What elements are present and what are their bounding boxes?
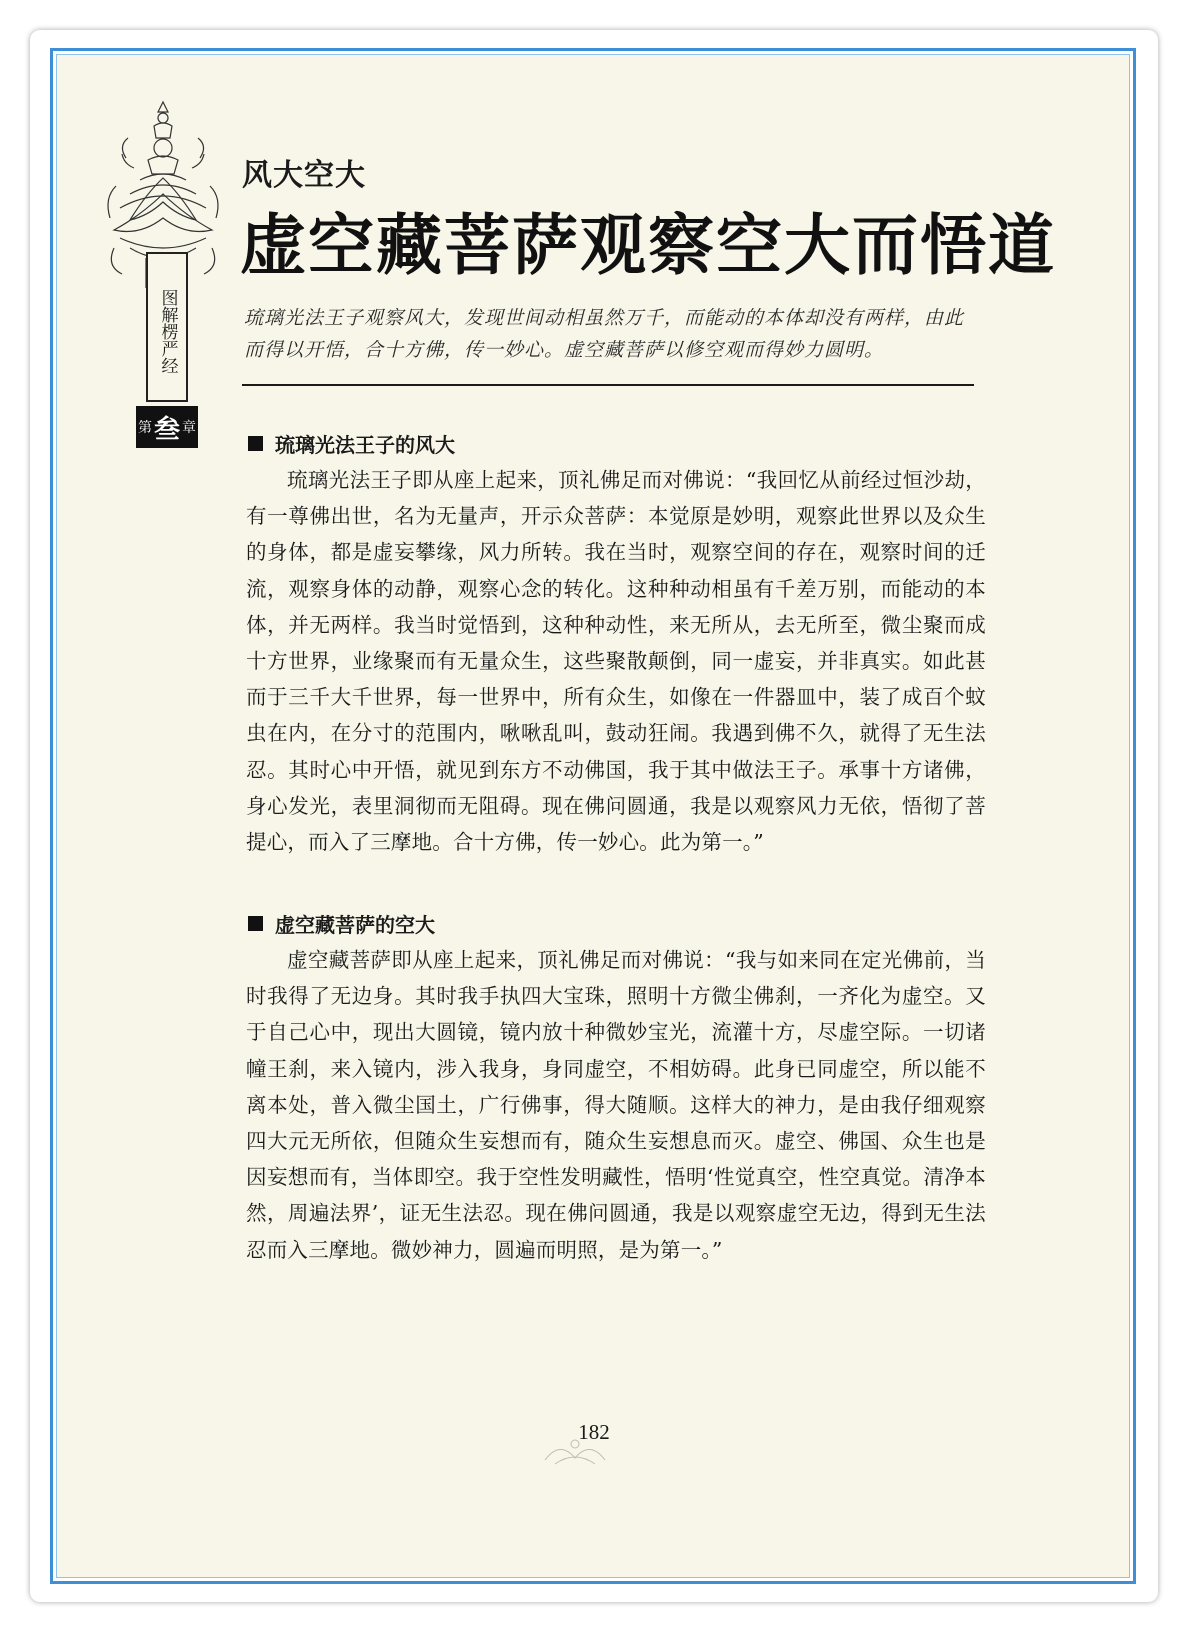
chapter-number: 叁 <box>153 414 180 445</box>
square-bullet-icon <box>248 436 263 451</box>
page-number: 182 <box>578 1420 610 1444</box>
book-title: 图解楞严经 <box>157 288 178 374</box>
book-title-box <box>146 252 188 402</box>
section-wind <box>246 428 986 860</box>
page-title: 虚空藏菩萨观察空大而悟道 <box>240 206 1056 284</box>
page-subtitle: 风大空大 <box>242 158 366 193</box>
section-heading <box>246 908 986 938</box>
chapter-badge <box>136 406 198 448</box>
header-divider <box>242 384 974 386</box>
section-body: 虚空藏菩萨即从座上起来，顶礼佛足而对佛说：“我与如来同在定光佛前，当时我得了无边身。其时我手执四大宝珠，照明十方微尘佛刹，一齐化为虚空。又于自己心中，现出大圆镜，镜内放十种微妙宝光，流灌十方，尽虚空际。一切诸幢王刹，来入镜内，涉入我身，身同虚空，不相妨碍。此身已同虚空，所以能不离本处，普入微尘国土，广行佛事，得大随顺。这样大的神力，是由我仔细观察四大元无所依，但随众生妄想而有，随众生妄想息而灭。虚空、佛国、众生也是因妄想而有，当体即空。我于空性发明藏性，悟明‘性觉真空，性空真觉。清净本然，周遍法界’，证无生法忍。现在佛问圆通，我是以观察虚空无边，得到无生法忍而入三摩地。微妙神力，圆遍而明照，是为第一。” <box>246 948 986 1262</box>
chapter-suffix: 章 <box>182 420 196 436</box>
intro-paragraph: 琉璃光法王子观察风大，发现世间动相虽然万千，而能动的本体却没有两样，由此而得以开悟，合十方佛，传一妙心。虚空藏菩萨以修空观而得妙力圆明。 <box>244 307 965 361</box>
section-heading-text: 虚空藏菩萨的空大 <box>275 912 435 937</box>
section-space <box>246 908 986 1268</box>
square-bullet-icon <box>248 916 263 931</box>
section-heading <box>246 428 986 458</box>
section-body: 琉璃光法王子即从座上起来，顶礼佛足而对佛说：“我回忆从前经过恒沙劫，有一尊佛出世，名为无量声，开示众菩萨：本觉原是妙明，观察此世界以及众生的身体，都是虚妄攀缘，风力所转。我在当时，观察空间的存在，观察时间的迁流，观察身体的动静，观察心念的转化。这种种动相虽有千差万别，而能动的本体，并无两样。我当时觉悟到，这种种动性，来无所从，去无所至，微尘聚而成十方世界，业缘聚而有无量众生，这些聚散颠倒，同一虚妄，并非真实。如此甚而于三千大千世界，每一世界中，所有众生，如像在一件器皿中，装了成百个蚊虫在内，在分寸的范围内，啾啾乱叫，鼓动狂闹。我遇到佛不久，就得了无生法忍。其时心中开悟，就见到东方不动佛国，我于其中做法王子。承事十方诸佛，身心发光，表里洞彻而无阻碍。现在佛问圆通，我是以观察风力无依，悟彻了菩提心，而入了三摩地。合十方佛，传一妙心。此为第一。” <box>246 468 986 855</box>
chapter-prefix: 第 <box>137 420 152 436</box>
section-heading-text: 琉璃光法王子的风大 <box>275 432 455 457</box>
